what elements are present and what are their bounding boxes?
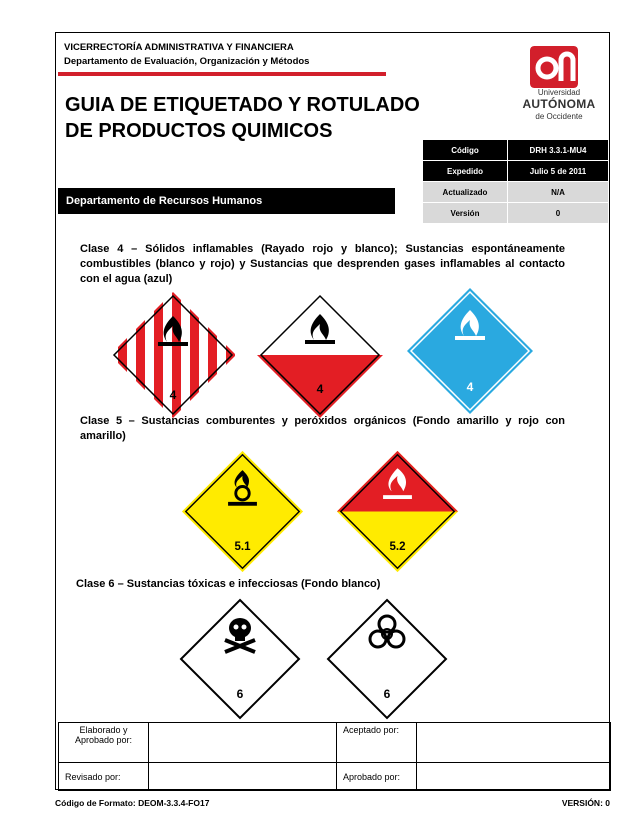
meta-value: DRH 3.3.1-MU4 [508,140,609,161]
meta-row [423,182,609,203]
elaborado-field[interactable] [149,723,337,763]
revisado-field[interactable] [149,763,337,791]
aceptado-field[interactable] [417,723,611,763]
logo-text-autonoma: AUTÓNOMA [522,97,596,111]
class-number: 5.1 [234,540,251,553]
class-number: 6 [236,687,244,701]
meta-row [423,140,609,161]
signature-table [58,722,611,791]
spontaneously-combustible-icon [255,290,385,420]
title-line-2: DE PRODUCTOS QUIMICOS [65,120,333,142]
organic-peroxide-icon [335,449,460,574]
logo-text-occidente: de Occidente [535,112,583,121]
red-divider [58,72,386,76]
dangerous-when-wet-icon [405,286,535,416]
class-number: 4 [316,382,324,396]
meta-value: Julio 5 de 2011 [508,161,609,182]
clase-5-description: Clase 5 – Sustancias comburentes y peróxidos orgánicos (Fondo amarillo y rojo con amarillo) [80,415,565,442]
title-line-1: GUIA DE ETIQUETADO Y ROTULADO [65,94,420,116]
class-number: 4 [169,388,177,402]
department-subheading: Departamento de Evaluación, Organización y Métodos [64,56,310,67]
document-title [65,92,465,144]
signature-row [59,723,611,763]
aprobado-field[interactable] [417,763,611,791]
meta-label: Expedido [423,161,508,182]
university-logo-icon [530,46,578,88]
meta-label: Versión [423,203,508,224]
class-number: 5.2 [389,540,406,553]
revisado-label: Revisado por: [59,763,149,791]
elaborado-label: Elaborado y Aprobado por: [59,723,149,763]
class-number: 4 [466,380,474,394]
flammable-solid-striped-icon [108,290,238,420]
format-code: Código de Formato: DEOM-3.3.4-FO17 [55,798,210,808]
meta-label: Actualizado [423,182,508,203]
clase-6-description: Clase 6 – Sustancias tóxicas e infecciosas (Fondo blanco) [76,578,381,590]
meta-row [423,161,609,182]
class-number: 6 [383,687,391,701]
oxidizer-icon [180,449,305,574]
version-label: VERSIÓN: 0 [561,798,610,808]
meta-value: N/A [508,182,609,203]
clase-4-description: Clase 4 – Sólidos inflamables (Rayado rojo y blanco); Sustancias espontáneamente combustibles (blanco y rojo) y Sustancias que desprenden gases inflamables al contacto con el agua (azul) [80,243,565,285]
meta-row [423,203,609,224]
aprobado-label: Aprobado por: [337,763,417,791]
toxic-skull-icon [175,594,305,724]
aceptado-label: Aceptado por: [337,723,417,763]
document-meta-table [422,139,609,224]
meta-value: 0 [508,203,609,224]
meta-label: Código [423,140,508,161]
vicerrectoria-heading: VICERRECTORÍA ADMINISTRATIVA Y FINANCIERA [64,42,294,53]
biohazard-icon [322,594,452,724]
department-banner: Departamento de Recursos Humanos [58,188,395,214]
signature-row [59,763,611,791]
logo-text-universidad: Universidad [537,88,581,97]
